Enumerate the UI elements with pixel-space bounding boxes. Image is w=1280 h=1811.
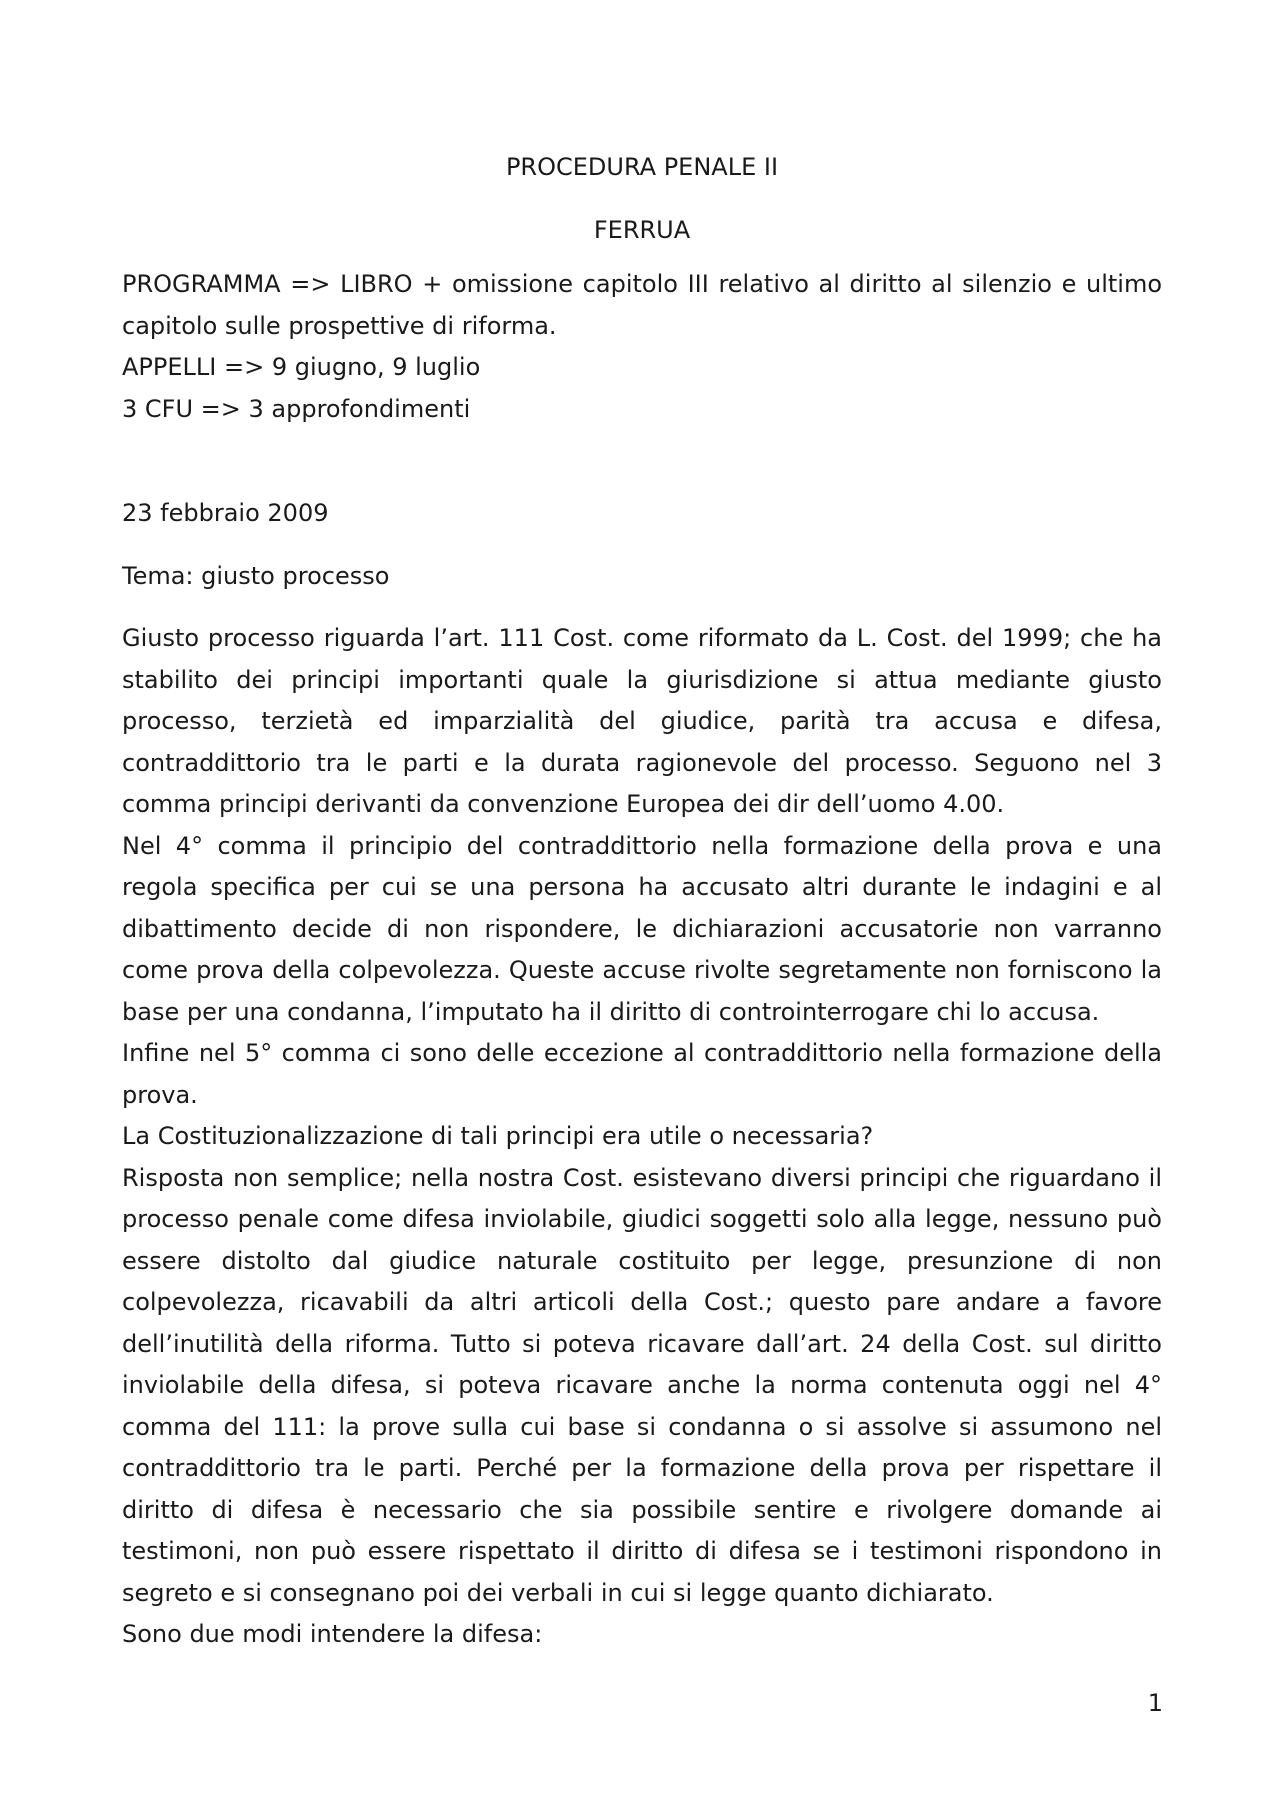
- paragraph-3: Infine nel 5° comma ci sono delle eccezione al contraddittorio nella formazione della prova.: [122, 1039, 1162, 1109]
- paragraph-5: Risposta non semplice; nella nostra Cost. esistevano diversi principi che riguardano il processo penale come difesa inviolabile, giudici soggetti solo alla legge, nessuno può essere distolto dal giudice naturale costituito per legge, presunzione di non colpevolezza, ricavabili da altri articoli della Cost.; questo pare andare a favore dell’inutilità della riforma. Tutto si poteva ricavare dall’art. 24 della Cost. sul diritto inviolabile della difesa, si poteva ricavare anche la norma contenuta oggi nel 4° comma del 111: la prove sulla cui base si condanna o si assolve si assumono nel contraddittorio tra le parti. Perché per la formazione della prova per rispettare il diritto di difesa è necessario che sia possibile sentire e rivolgere domande ai testimoni, non può essere rispettato il diritto di difesa se i testimoni rispondono in segreto e si consegnano poi dei verbali in cui si legge quanto dichiarato.: [122, 1163, 1162, 1607]
- paragraph-4: La Costituzionalizzazione di tali principi era utile o necessaria?: [122, 1122, 874, 1150]
- spacer: [122, 430, 1162, 493]
- lesson-topic: Tema: giusto processo: [122, 561, 390, 590]
- document-author: FERRUA: [593, 216, 691, 244]
- document-title: PROCEDURA PENALE II: [505, 153, 779, 181]
- paragraph-1: Giusto processo riguarda l’art. 111 Cost. come riformato da L. Cost. del 1999; che ha stabilito dei principi importanti quale la giurisdizione si attua mediante giusto processo, terzietà ed imparzialità del giudice, parità tra accusa e difesa, contraddittorio tra le parti e la durata ragionevole del processo. Seguono nel 3 comma principi derivanti da convenzione Europea dei dir dell’uomo 4.00.: [122, 624, 1162, 818]
- intro-appelli: APPELLI => 9 giugno, 9 luglio: [122, 353, 481, 381]
- document-body: [122, 147, 1162, 1656]
- paragraph-2: Nel 4° comma il principio del contraddittorio nella formazione della prova e una regola specifica per cui se una persona ha accusato altri durante le indagini e al dibattimento decide di non rispondere, le dichiarazioni accusatorie non varranno come prova della colpevolezza. Queste accuse rivolte segretamente non forniscono la base per una condanna, l’imputato ha il diritto di controinterrogare chi lo accusa.: [122, 831, 1162, 1026]
- spacer: [122, 535, 1162, 556]
- page-number: 1: [1147, 1689, 1163, 1717]
- intro-programma: PROGRAMMA => LIBRO + omissione capitolo III relativo al diritto al silenzio e ultimo capitolo sulle prospettive di riforma.: [122, 270, 1162, 340]
- lesson-date: 23 febbraio 2009: [122, 499, 329, 527]
- paragraph-6: Sono due modi intendere la difesa:: [122, 1620, 543, 1648]
- spacer: [122, 597, 1162, 618]
- intro-cfu: 3 CFU => 3 approfondimenti: [122, 394, 471, 423]
